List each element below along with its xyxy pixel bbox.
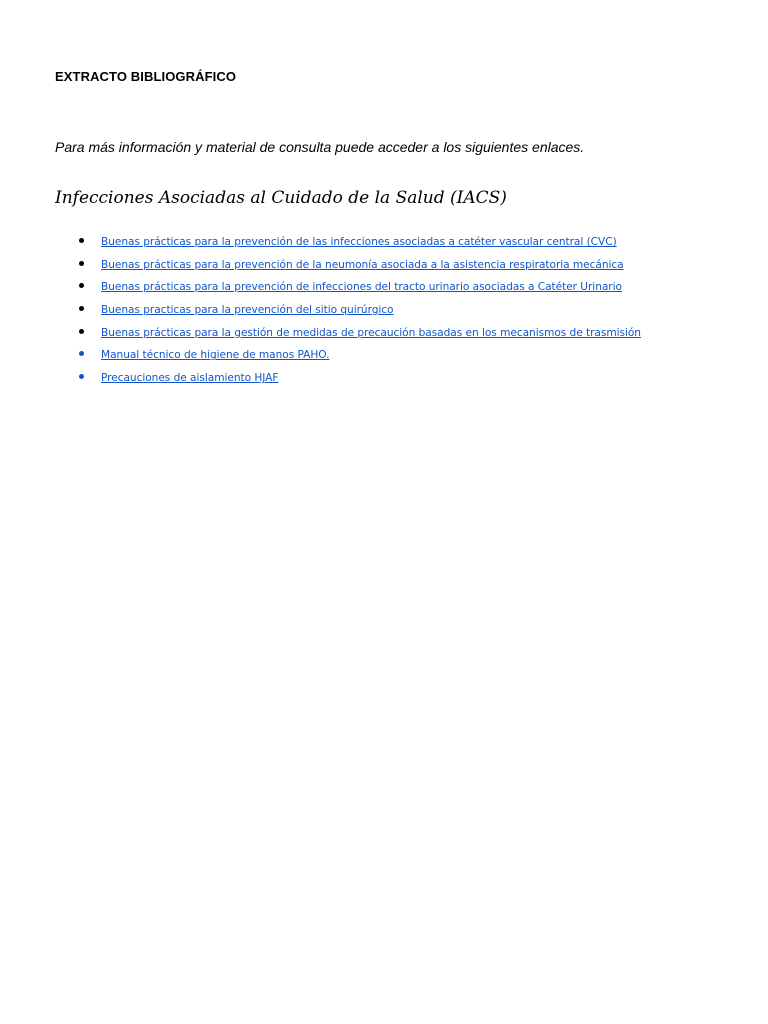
bullet-icon: [79, 283, 84, 288]
link-aislamiento[interactable]: Precauciones de aislamiento HJAF: [101, 372, 279, 385]
link-medidas-precaucion[interactable]: Buenas prácticas para la gestión de medidas de precaución basadas en los mecanismos de trasmisión: [101, 326, 641, 339]
section-title: Infecciones Asociadas al Cuidado de la Salud (IACS): [55, 188, 507, 208]
link-sitio-quirurgico[interactable]: Buenas practicas para la prevención del sitio quirúrgico: [101, 304, 394, 317]
link-higiene-manos[interactable]: Manual técnico de higiene de manos PAHO.: [101, 349, 330, 362]
document-heading: EXTRACTO BIBLIOGRÁFICO: [55, 69, 237, 84]
link-neumonia[interactable]: Buenas prácticas para la prevención de la neumonía asociada a la asistencia respiratoria mecánica: [101, 258, 624, 271]
link-tracto-urinario[interactable]: Buenas prácticas para la prevención de infecciones del tracto urinario asociadas a Catéter Urinario: [101, 281, 622, 294]
link-cvc[interactable]: Buenas prácticas para la prevención de las infecciones asociadas a catéter vascular central (CVC): [101, 236, 617, 248]
bullet-icon: [79, 351, 84, 356]
bullet-icon: [79, 329, 84, 334]
intro-text: Para más información y material de consulta puede acceder a los siguientes enlaces.: [55, 139, 585, 155]
bullet-icon: [79, 238, 84, 243]
bullet-icon: [79, 374, 84, 379]
bullet-icon: [79, 306, 84, 311]
bullet-icon: [79, 261, 84, 266]
